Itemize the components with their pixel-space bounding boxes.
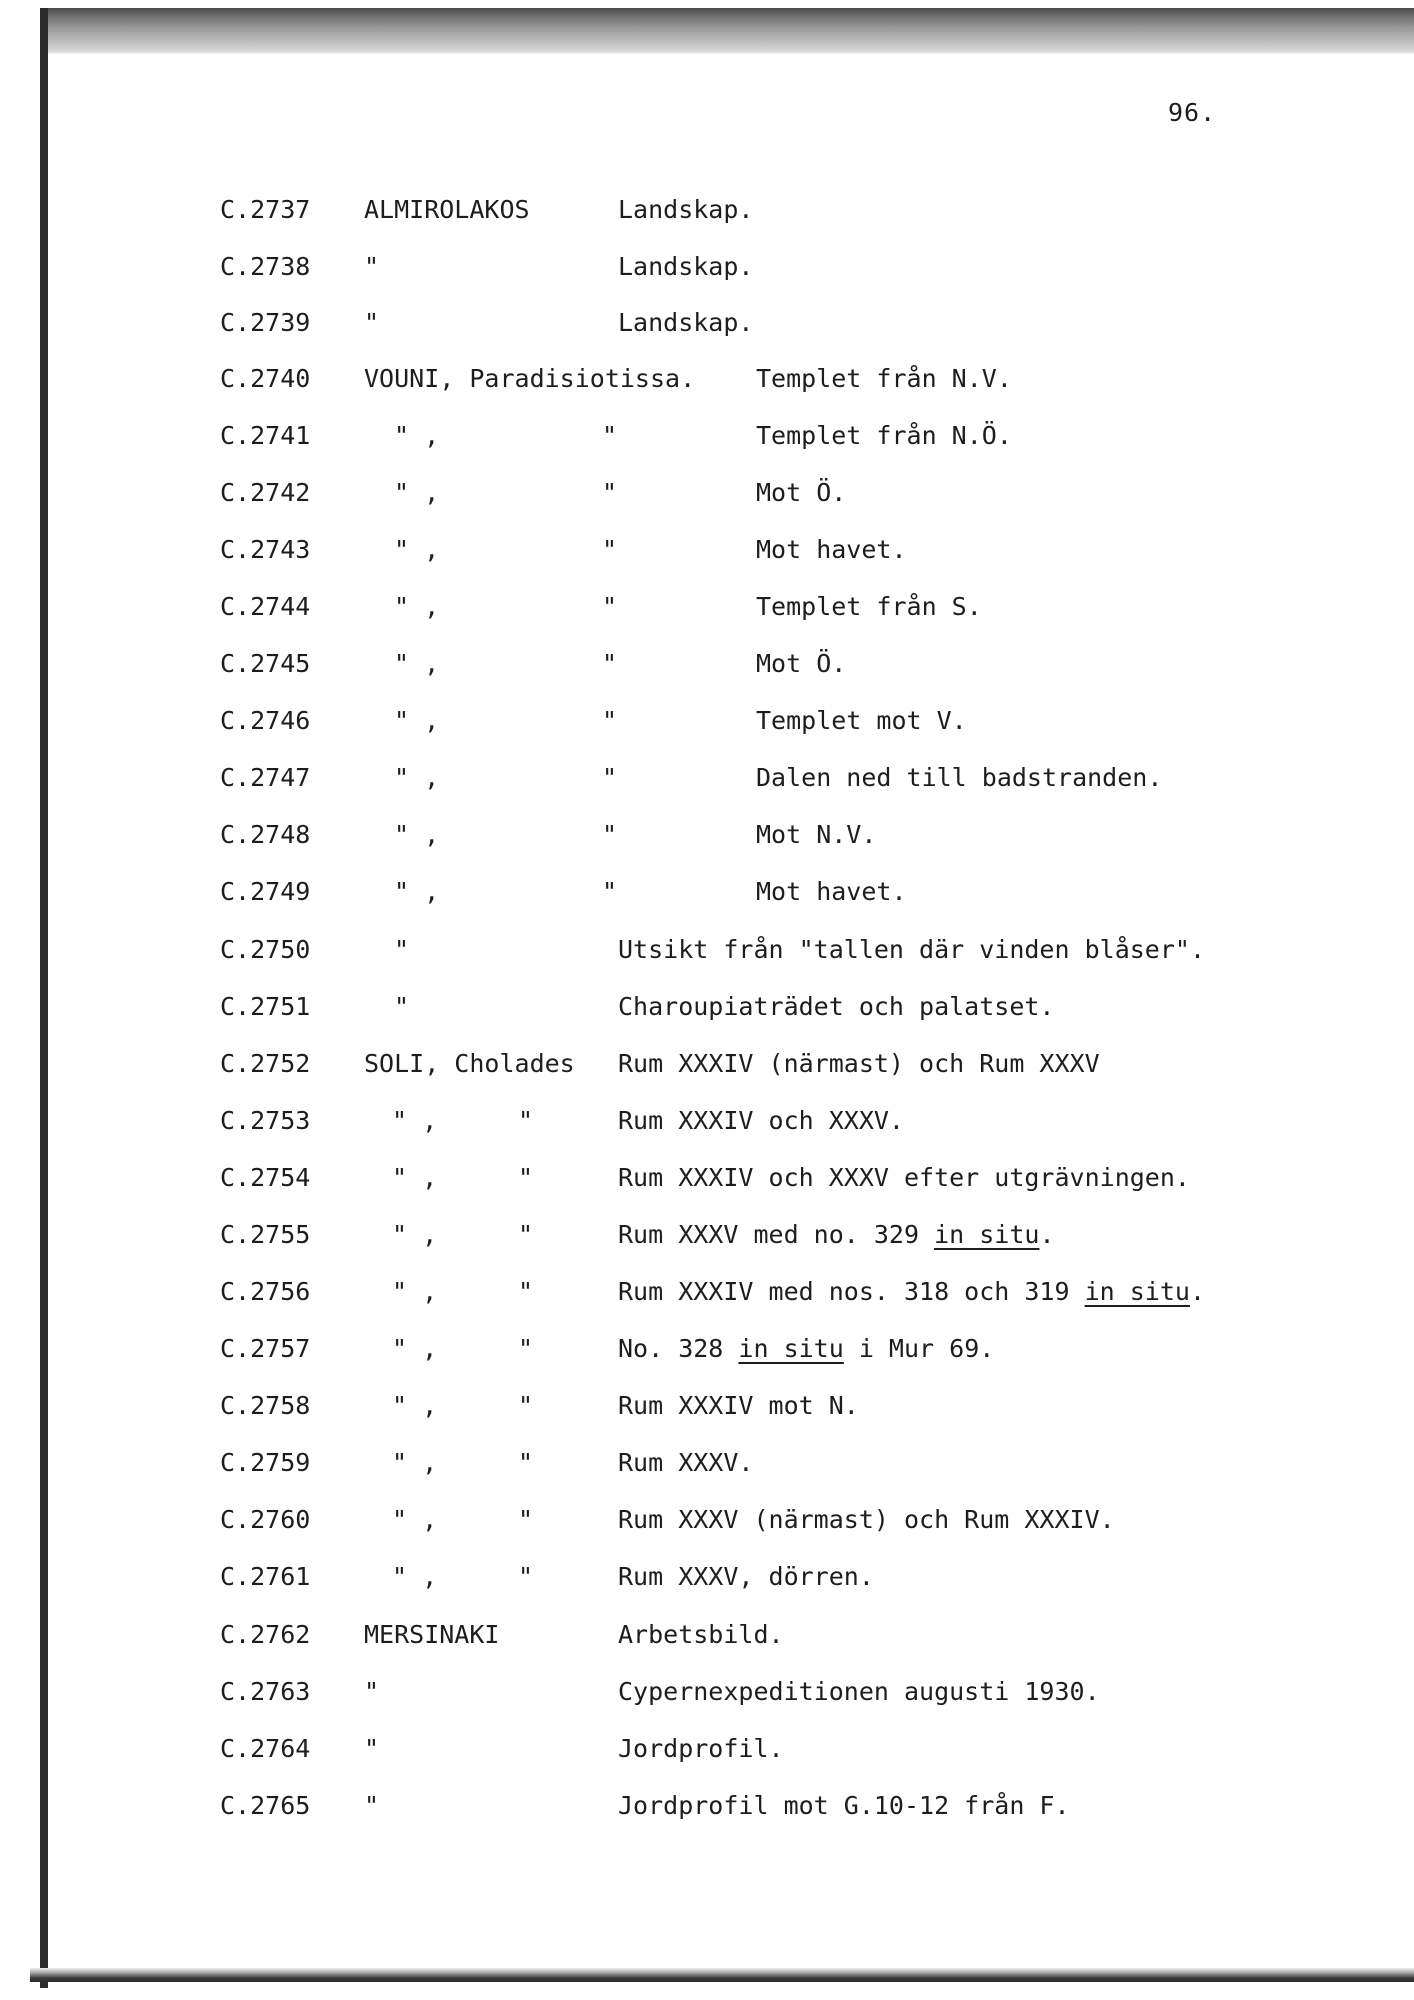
catalog-number: C.2743: [220, 535, 311, 564]
in-situ-underlined: in situ: [934, 1220, 1040, 1249]
site-name: MERSINAKI: [364, 1620, 500, 1649]
photo-description: [618, 1791, 1070, 1820]
site-name: " ,: [392, 1106, 438, 1135]
catalog-row: [0, 1277, 1414, 1317]
catalog-row: [0, 1734, 1414, 1774]
catalog-row: [0, 195, 1414, 235]
description-text: Mot Ö.: [756, 478, 847, 507]
site-name: " ,: [394, 592, 440, 621]
catalog-number: C.2744: [220, 592, 311, 621]
catalog-number: C.2750: [220, 935, 311, 964]
site-name: " ,: [394, 706, 440, 735]
photo-description: [618, 1505, 1115, 1534]
in-situ-underlined: in situ: [1084, 1277, 1190, 1306]
site-name: " ,: [392, 1562, 438, 1591]
catalog-row: [0, 1334, 1414, 1374]
catalog-row: [0, 1505, 1414, 1545]
site-name: ": [394, 935, 410, 964]
catalog-row: [0, 592, 1414, 632]
site-name: ALMIROLAKOS: [364, 195, 530, 224]
photo-description: [618, 1163, 1190, 1192]
catalog-row: [0, 649, 1414, 689]
ditto-mark: ": [518, 1334, 534, 1363]
description-text: Landskap.: [618, 308, 754, 337]
site-name: ": [394, 992, 410, 1021]
ditto-mark: ": [518, 1106, 534, 1135]
catalog-row: [0, 308, 1414, 348]
catalog-number: C.2749: [220, 877, 311, 906]
photo-description: [756, 649, 846, 678]
catalog-row: [0, 1562, 1414, 1602]
photo-description: [618, 1677, 1100, 1706]
photo-description: [618, 308, 753, 337]
ditto-mark: ": [518, 1277, 534, 1306]
description-text: Templet från N.Ö.: [756, 421, 1012, 450]
catalog-number: C.2739: [220, 308, 311, 337]
photo-description: [756, 763, 1162, 792]
photo-description: [618, 1620, 784, 1649]
ditto-mark: ": [518, 1562, 534, 1591]
catalog-row: [0, 364, 1414, 404]
catalog-number: C.2740: [220, 364, 311, 393]
description-text: Templet mot V.: [756, 706, 967, 735]
catalog-row: [0, 1791, 1414, 1831]
ditto-mark: ": [602, 706, 618, 735]
description-text: Dalen ned till badstranden.: [756, 763, 1163, 792]
description-text: Utsikt från "tallen där vinden blåser".: [618, 935, 1205, 964]
catalog-row: [0, 1106, 1414, 1146]
catalog-row: [0, 935, 1414, 975]
catalog-number: C.2741: [220, 421, 311, 450]
catalog-number: C.2757: [220, 1334, 311, 1363]
catalog-row: [0, 535, 1414, 575]
catalog-row: [0, 1391, 1414, 1431]
photo-description: [756, 364, 1012, 393]
catalog-number: C.2759: [220, 1448, 311, 1477]
ditto-mark: ": [602, 421, 618, 450]
photo-description: [618, 1277, 1205, 1306]
catalog-row: [0, 992, 1414, 1032]
site-name: " ,: [394, 877, 440, 906]
catalog-number: C.2762: [220, 1620, 311, 1649]
catalog-number: C.2745: [220, 649, 311, 678]
site-name: ": [364, 1734, 380, 1763]
site-name: " ,: [392, 1391, 438, 1420]
description-tail: i Mur 69.: [843, 1334, 995, 1363]
ditto-mark: ": [518, 1448, 534, 1477]
catalog-number: C.2737: [220, 195, 311, 224]
photo-description: [756, 478, 846, 507]
site-name: SOLI, Cholades: [364, 1049, 575, 1078]
description-tail: .: [1189, 1277, 1206, 1306]
catalog-number: C.2765: [220, 1791, 311, 1820]
ditto-mark: ": [518, 1505, 534, 1534]
photo-description: [618, 1562, 874, 1591]
photo-description: [756, 592, 982, 621]
photo-description: [618, 195, 753, 224]
photo-description: [618, 1220, 1055, 1249]
catalog-number: C.2746: [220, 706, 311, 735]
site-name: " ,: [392, 1505, 438, 1534]
catalog-row: [0, 1448, 1414, 1488]
photo-description: [618, 1049, 1100, 1078]
photo-description: [618, 1391, 859, 1420]
site-name: " ,: [392, 1220, 438, 1249]
photo-description: [756, 535, 907, 564]
site-name: " ,: [394, 820, 440, 849]
ditto-mark: ": [518, 1163, 534, 1192]
catalog-row: [0, 820, 1414, 860]
description-text: Rum XXXIV med nos. 318 och 319: [618, 1277, 1085, 1306]
description-text: Mot N.V.: [756, 820, 877, 849]
description-text: No. 328: [618, 1334, 739, 1363]
description-text: Landskap.: [618, 195, 754, 224]
ditto-mark: ": [602, 820, 618, 849]
catalog-row: [0, 478, 1414, 518]
ditto-mark: ": [602, 877, 618, 906]
catalog-number: C.2751: [220, 992, 311, 1021]
catalog-row: [0, 1163, 1414, 1203]
site-name: ": [364, 1677, 380, 1706]
description-text: Landskap.: [618, 252, 754, 281]
catalog-row: [0, 763, 1414, 803]
page-number: 96.: [1168, 98, 1217, 127]
site-name: ": [364, 308, 380, 337]
catalog-number: C.2752: [220, 1049, 311, 1078]
description-text: Templet från N.V.: [756, 364, 1012, 393]
description-text: Rum XXXV med no. 329: [618, 1220, 935, 1249]
catalog-number: C.2754: [220, 1163, 311, 1192]
site-name: " ,: [394, 421, 440, 450]
photo-description: [756, 706, 967, 735]
site-name: " ,: [392, 1277, 438, 1306]
site-name: ": [364, 252, 380, 281]
description-tail: .: [1039, 1220, 1055, 1249]
photo-description: [618, 1448, 753, 1477]
photo-description: [618, 252, 753, 281]
description-text: Mot Ö.: [756, 649, 847, 678]
photo-description: [756, 820, 876, 849]
ditto-mark: ": [602, 478, 618, 507]
description-text: Rum XXXV (närmast) och Rum XXXIV.: [618, 1505, 1115, 1534]
description-text: Cypernexpeditionen augusti 1930.: [618, 1677, 1100, 1706]
catalog-row: [0, 706, 1414, 746]
scan-edge-top: [40, 8, 1414, 54]
site-name: " ,: [392, 1334, 438, 1363]
catalog-row: [0, 421, 1414, 461]
photo-description: [618, 1734, 784, 1763]
description-text: Rum XXXIV och XXXV efter utgrävningen.: [618, 1163, 1190, 1192]
description-text: Mot havet.: [756, 535, 907, 564]
description-text: Mot havet.: [756, 877, 907, 906]
description-text: Rum XXXIV och XXXV.: [618, 1106, 904, 1135]
description-text: Rum XXXV, dörren.: [618, 1562, 874, 1591]
catalog-number: C.2738: [220, 252, 311, 281]
site-name: " ,: [394, 763, 440, 792]
catalog-row: [0, 1049, 1414, 1089]
photo-description: [618, 992, 1055, 1021]
description-text: Rum XXXIV mot N.: [618, 1391, 859, 1420]
photo-description: [756, 877, 907, 906]
description-text: Jordprofil.: [618, 1734, 784, 1763]
scan-edge-bottom: [30, 1968, 1414, 1982]
photo-description: [756, 421, 1012, 450]
catalog-number: C.2764: [220, 1734, 311, 1763]
ditto-mark: ": [602, 649, 618, 678]
catalog-number: C.2748: [220, 820, 311, 849]
catalog-row: [0, 1677, 1414, 1717]
catalog-number: C.2747: [220, 763, 311, 792]
in-situ-underlined: in situ: [738, 1334, 844, 1363]
catalog-number: C.2742: [220, 478, 311, 507]
site-name: VOUNI, Paradisiotissa.: [364, 364, 696, 393]
catalog-row: [0, 1220, 1414, 1260]
catalog-number: C.2760: [220, 1505, 311, 1534]
photo-description: [618, 1106, 904, 1135]
catalog-row: [0, 252, 1414, 292]
catalog-number: C.2756: [220, 1277, 311, 1306]
description-text: Jordprofil mot G.10-12 från F.: [618, 1791, 1070, 1820]
description-text: Charoupiaträdet och palatset.: [618, 992, 1055, 1021]
description-text: Templet från S.: [756, 592, 982, 621]
catalog-number: C.2753: [220, 1106, 311, 1135]
photo-description: [618, 1334, 994, 1363]
description-text: Arbetsbild.: [618, 1620, 784, 1649]
ditto-mark: ": [518, 1220, 534, 1249]
ditto-mark: ": [518, 1391, 534, 1420]
site-name: " ,: [392, 1448, 438, 1477]
catalog-number: C.2761: [220, 1562, 311, 1591]
catalog-row: [0, 877, 1414, 917]
ditto-mark: ": [602, 535, 618, 564]
ditto-mark: ": [602, 763, 618, 792]
site-name: " ,: [394, 535, 440, 564]
site-name: ": [364, 1791, 380, 1820]
description-text: Rum XXXIV (närmast) och Rum XXXV: [618, 1049, 1100, 1078]
photo-description: [618, 935, 1205, 964]
catalog-number: C.2758: [220, 1391, 311, 1420]
site-name: " ,: [394, 649, 440, 678]
site-name: " ,: [392, 1163, 438, 1192]
catalog-number: C.2763: [220, 1677, 311, 1706]
catalog-number: C.2755: [220, 1220, 311, 1249]
site-name: " ,: [394, 478, 440, 507]
ditto-mark: ": [602, 592, 618, 621]
description-text: Rum XXXV.: [618, 1448, 754, 1477]
catalog-row: [0, 1620, 1414, 1660]
